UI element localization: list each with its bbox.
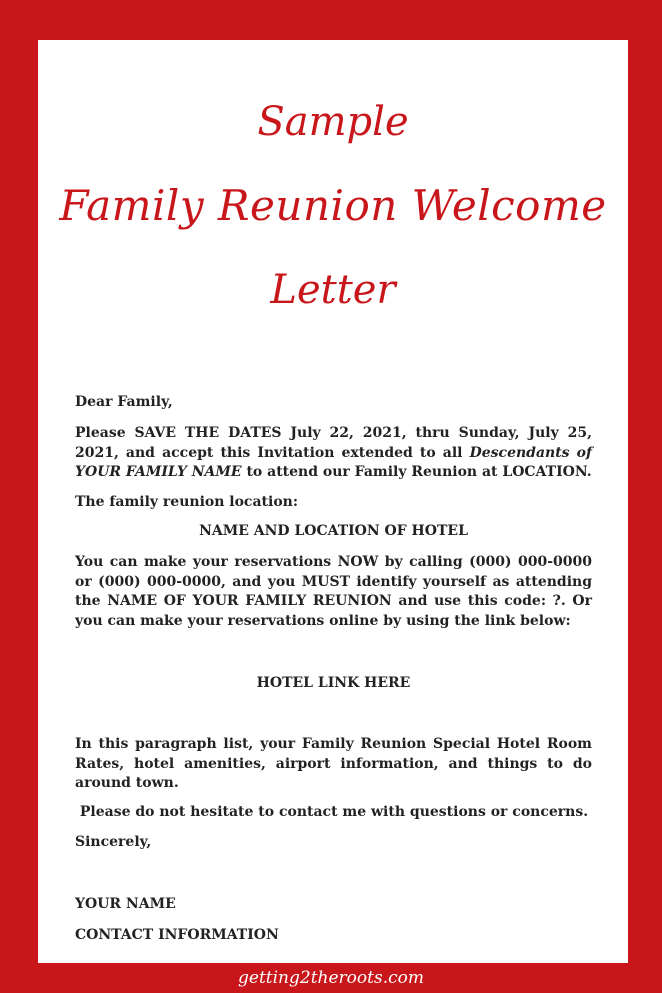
signature-name: YOUR NAME [75,896,176,912]
reservations-paragraph: You can make your reservations NOW by calling (000) 000-0000 or (000) 000-0000, and you MUST identify yourself as attending the NAME OF YOUR FAMILY REUNION and use this code: ?. Or you can make your reservations online by using the link below: [75,554,592,629]
contact-information: CONTACT INFORMATION [75,927,279,943]
hotel-link[interactable]: HOTEL LINK HERE [256,675,411,691]
descendants-emphasis: Descendants of YOUR FAMILY NAME [75,444,592,480]
closing: Sincerely, [75,834,152,850]
contact-note: Please do not hesitate to contact me with questions or concerns. [75,804,589,820]
title-line-sample: Sample [257,99,409,145]
greeting: Dear Family, [75,394,173,410]
footer-site-name: getting2theroots.com [238,968,424,988]
hotel-name: NAME AND LOCATION OF HOTEL [199,523,468,539]
location-label: The family reunion location: [75,494,299,510]
hotel-rates-paragraph: In this paragraph list, your Family Reunion Special Hotel Room Rates, hotel amenities, airport information, and things to do around town. [75,736,592,791]
letter-title [38,80,628,332]
save-the-dates-paragraph [75,424,592,483]
letter-page [38,40,628,963]
title-line-letter: Letter [270,267,396,313]
title-line-family-reunion-welcome: Family Reunion Welcome [59,181,607,230]
save-the-dates-text: Please SAVE THE DATES July 22, 2021, thru Sunday, July 25, 2021, and accept this Invitation extended to all [75,425,592,461]
attend-reunion-text: to attend our Family Reunion at LOCATION. [241,464,592,480]
